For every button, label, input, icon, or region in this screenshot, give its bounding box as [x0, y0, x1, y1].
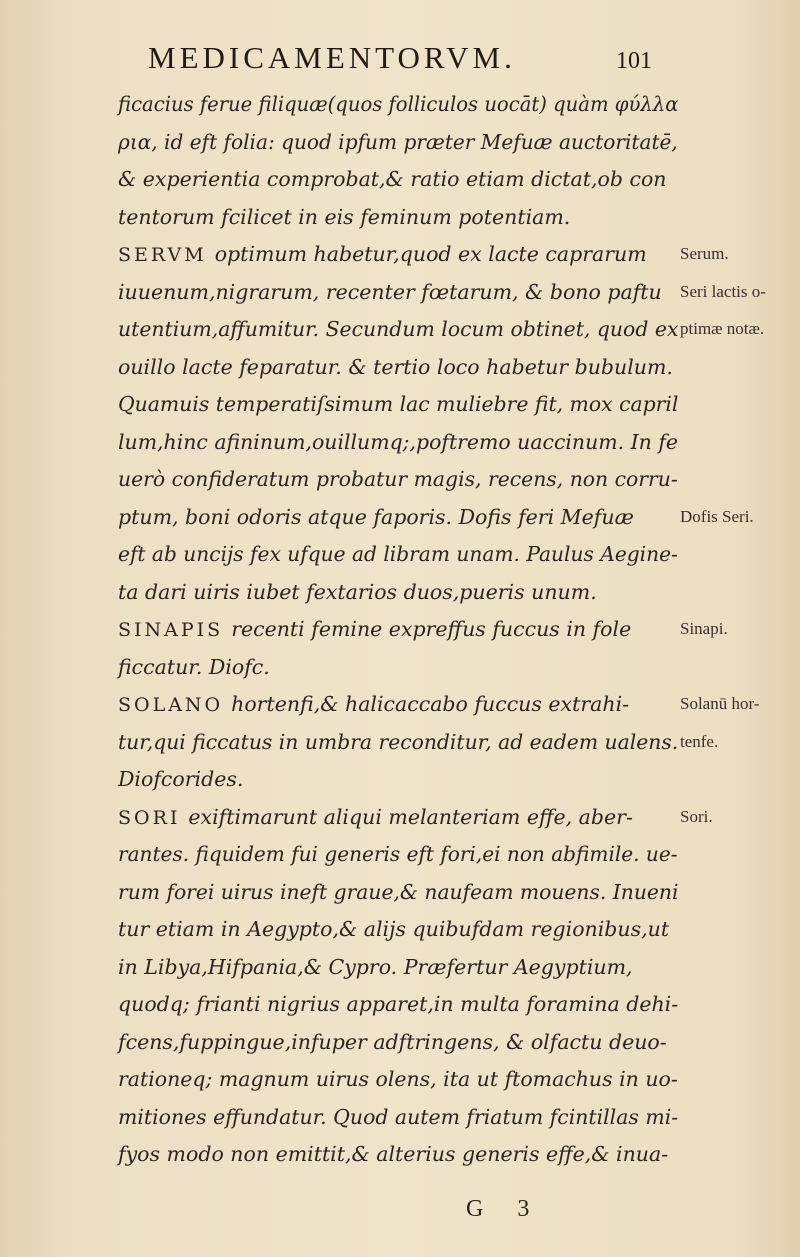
line-text: in Libya,Hifpania,& Cypro. Præfertur Aegyptium,	[118, 954, 633, 979]
line-text: exiftimarunt aliqui melanteriam effe, aber-	[188, 804, 633, 829]
text-line	[118, 611, 678, 649]
margin-note: ptimæ notæ.	[680, 319, 765, 338]
line-text: tur etiam in Aegypto,& alijs quibufdam regionibus,ut	[118, 917, 670, 941]
margin-note: Solanū hor-	[680, 694, 760, 713]
margin-note: Serum.	[680, 244, 729, 263]
text-line	[118, 424, 676, 462]
text-line	[118, 911, 678, 949]
line-text: rum forei uirus ineft graue,& naufeam mouens. Inueni	[118, 879, 679, 904]
margin-note: Seri lactis o-	[680, 281, 766, 301]
small-caps-lemma: SOLANO	[118, 694, 224, 716]
text-line	[118, 836, 678, 874]
line-text: eft ab uncijs fex ufque ad libram unam. Paulus Aegine-	[118, 542, 678, 566]
line-text: & experientia comprobat,& ratio etiam dictat,ob con	[118, 167, 667, 191]
text-line	[118, 199, 678, 237]
line-text: ta dari uiris iubet fextarios duos,pueris unum.	[118, 579, 597, 604]
line-text: recenti femine expreffus fuccus in fole	[231, 617, 632, 641]
text-line	[118, 274, 678, 312]
text-line	[118, 986, 678, 1024]
small-caps-lemma: SERVM	[118, 244, 207, 266]
text-line	[118, 799, 678, 837]
small-caps-lemma: SORI	[118, 806, 181, 829]
text-line	[118, 761, 678, 799]
text-line	[118, 236, 678, 274]
text-line	[118, 311, 679, 349]
line-text: tur,qui ficcatus in umbra reconditur, ad eadem ualens.	[118, 729, 679, 754]
signature-mark: G 3	[466, 1196, 544, 1222]
line-text: Diofcorides.	[118, 767, 244, 791]
line-text: ρια, id eft folia: quod ipfum præter Mefuæ auctoritatē,	[118, 129, 678, 154]
line-text: rationeq; magnum uirus olens, ita ut ftomachus in uo-	[118, 1067, 678, 1091]
line-text: ficcatur. Diofc.	[118, 654, 270, 679]
main-text-block	[118, 86, 678, 1174]
text-line	[118, 686, 678, 724]
line-text: iuuenum,nigrarum, recenter fœtarum, & bono paftu	[118, 279, 662, 304]
margin-note: Sinapi.	[680, 619, 728, 638]
text-line	[118, 386, 679, 424]
line-text: ficacius ferue filiquæ(quos folliculos uocāt) quàm φύλλα	[118, 92, 679, 116]
text-line	[118, 1061, 677, 1099]
text-line	[118, 461, 678, 499]
text-line	[118, 874, 679, 912]
line-text: uerò confideratum probatur magis, recens, non corru-	[118, 467, 678, 491]
text-line	[118, 1099, 679, 1137]
line-text: tentorum fcilicet in eis feminum potentiam.	[118, 204, 571, 229]
margin-note: Sori.	[680, 806, 713, 826]
text-line	[118, 161, 678, 199]
text-line	[118, 499, 678, 537]
text-line	[118, 536, 678, 574]
line-text: lum,hinc afininum,ouillumq;,poftremo uaccinum. In fe	[118, 429, 678, 454]
text-line	[118, 1024, 678, 1062]
line-text: rantes. fiquidem fui generis eft fori,ei non abfimile. ue-	[118, 842, 678, 866]
line-text: Quamuis temperatiſsimum lac muliebre fit, mox capril	[118, 392, 679, 416]
text-line	[118, 86, 679, 124]
text-line	[118, 124, 678, 162]
page-number: 101	[616, 48, 652, 74]
text-line	[118, 1136, 678, 1174]
margin-note: Dofis Seri.	[680, 506, 754, 526]
text-line	[118, 649, 678, 687]
text-line	[118, 724, 679, 762]
running-head: MEDICAMENTORVM.	[148, 40, 516, 75]
line-text: fyos modo non emittit,& alterius generis effe,& inua-	[118, 1142, 669, 1166]
text-line	[118, 574, 678, 612]
line-text: ouillo lacte feparatur. & tertio loco habetur bubulum.	[118, 354, 673, 379]
line-text: mitiones effundatur. Quod autem friatum fcintillas mi-	[118, 1104, 679, 1129]
margin-note: tenfe.	[680, 731, 719, 751]
text-line	[118, 949, 678, 987]
small-caps-lemma: SINAPIS	[118, 619, 224, 641]
line-text: ptum, boni odoris atque faporis. Dofis feri Mefuæ	[118, 504, 634, 529]
line-text: fcens,fuppingue,infuper adftringens, & olfactu deuo-	[118, 1029, 667, 1054]
line-text: hortenfi,& halicaccabo fuccus extrahi-	[231, 692, 630, 716]
line-text: optimum habetur,quod ex lacte caprarum	[214, 242, 647, 266]
page-header	[0, 40, 800, 80]
text-line	[118, 349, 678, 387]
line-text: quodq; frianti nigrius apparet,in multa foramina dehi-	[118, 992, 679, 1016]
line-text: utentium,affumitur. Secundum locum obtinet, quod ex	[118, 317, 679, 341]
